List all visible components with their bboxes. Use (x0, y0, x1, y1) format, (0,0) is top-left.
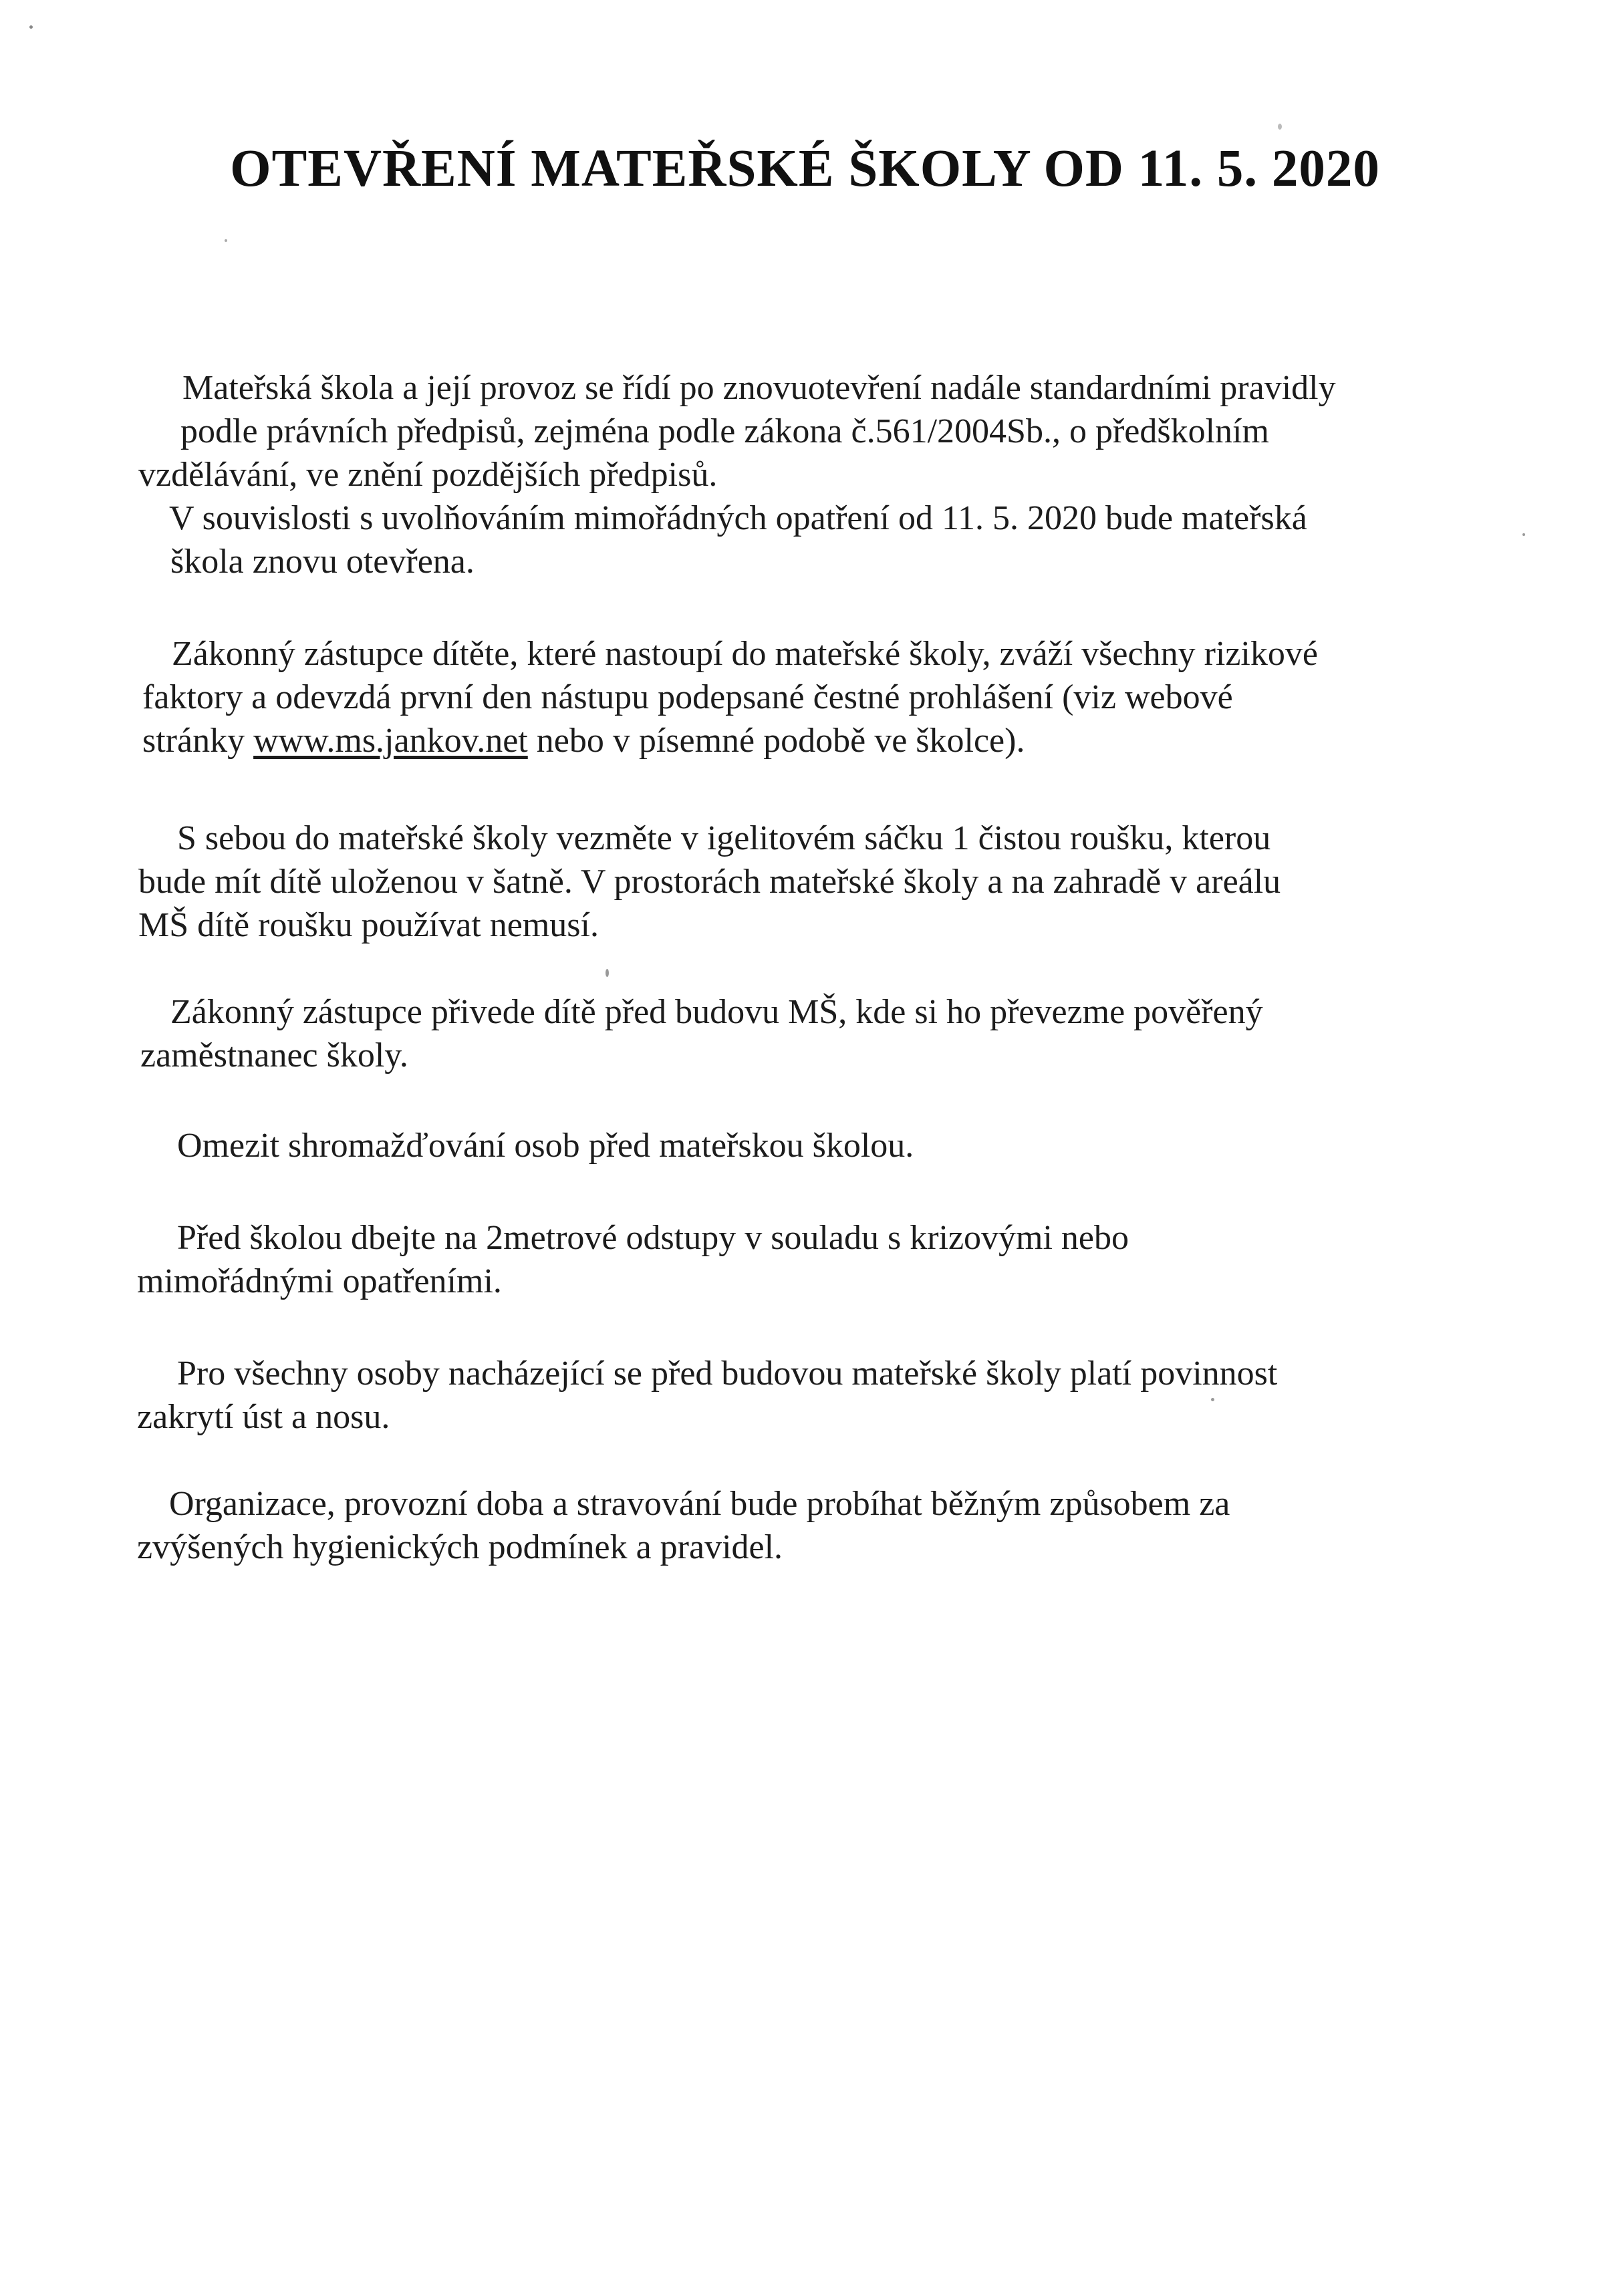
text-line: zaměstnanec školy. (140, 1036, 408, 1074)
scan-speck (1522, 533, 1525, 536)
paragraph-organization (137, 1482, 1514, 1569)
paragraph-gathering (137, 1124, 1514, 1167)
text-line: Zákonný zástupce přivede dítě před budovu MŠ, kde si ho převezme pověřený (170, 993, 1263, 1031)
paragraph-drop-off (137, 990, 1514, 1077)
scan-speck (606, 969, 609, 977)
website-link[interactable]: www.ms.jankov.net (253, 722, 528, 760)
paragraph-face-mask (137, 817, 1514, 947)
text-segment: stránky (142, 722, 254, 760)
text-line: zvýšených hygienických podmínek a pravidel. (137, 1528, 783, 1566)
text-line (142, 719, 1514, 762)
text-line: S sebou do mateřské školy vezměte v igelitovém sáčku 1 čistou roušku, kterou (177, 819, 1271, 857)
text-line: MŠ dítě roušku používat nemusí. (138, 906, 599, 944)
text-line: bude mít dítě uloženou v šatně. V prostorách mateřské školy a na zahradě v areálu (138, 863, 1281, 901)
text-line: mimořádnými opatřeními. (137, 1262, 502, 1300)
paragraph-guardian-declaration (137, 632, 1514, 762)
text-line: Organizace, provozní doba a stravování bude probíhat běžným způsobem za (169, 1485, 1230, 1523)
text-line: vzdělávání, ve znění pozdějších předpisů. (138, 456, 718, 494)
paragraph-distancing (137, 1216, 1514, 1303)
text-line: Před školou dbejte na 2metrové odstupy v souladu s krizovými nebo (177, 1219, 1129, 1257)
paragraph-school-operation (137, 366, 1514, 583)
text-line: V souvislosti s uvolňováním mimořádných opatření od 11. 5. 2020 bude mateřská (169, 499, 1307, 537)
text-line: podle právních předpisů, zejména podle zákona č.561/2004Sb., o předškolním (180, 412, 1269, 450)
scan-speck (29, 25, 33, 29)
text-line: faktory a odevzdá první den nástupu podepsané čestné prohlášení (viz webové (142, 678, 1233, 716)
scan-speck (225, 239, 227, 242)
text-line: Zákonný zástupce dítěte, které nastoupí do mateřské školy, zváží všechny rizikové (172, 635, 1318, 673)
text-line: Omezit shromažďování osob před mateřskou školou. (177, 1127, 914, 1165)
scan-speck (1211, 1398, 1214, 1401)
text-line: Mateřská škola a její provoz se řídí po znovuotevření nadále standardními pravidly (182, 369, 1336, 407)
page-title: OTEVŘENÍ MATEŘSKÉ ŠKOLY OD 11. 5. 2020 (230, 140, 1380, 198)
scan-speck (1278, 124, 1282, 130)
text-line: Pro všechny osoby nacházející se před budovou mateřské školy platí povinnost (177, 1354, 1278, 1393)
paragraph-mouth-nose-cover (137, 1352, 1514, 1439)
text-line: škola znovu otevřena. (170, 543, 475, 581)
text-segment: nebo v písemné podobě ve školce). (527, 722, 1025, 760)
text-line: zakrytí úst a nosu. (137, 1398, 390, 1436)
